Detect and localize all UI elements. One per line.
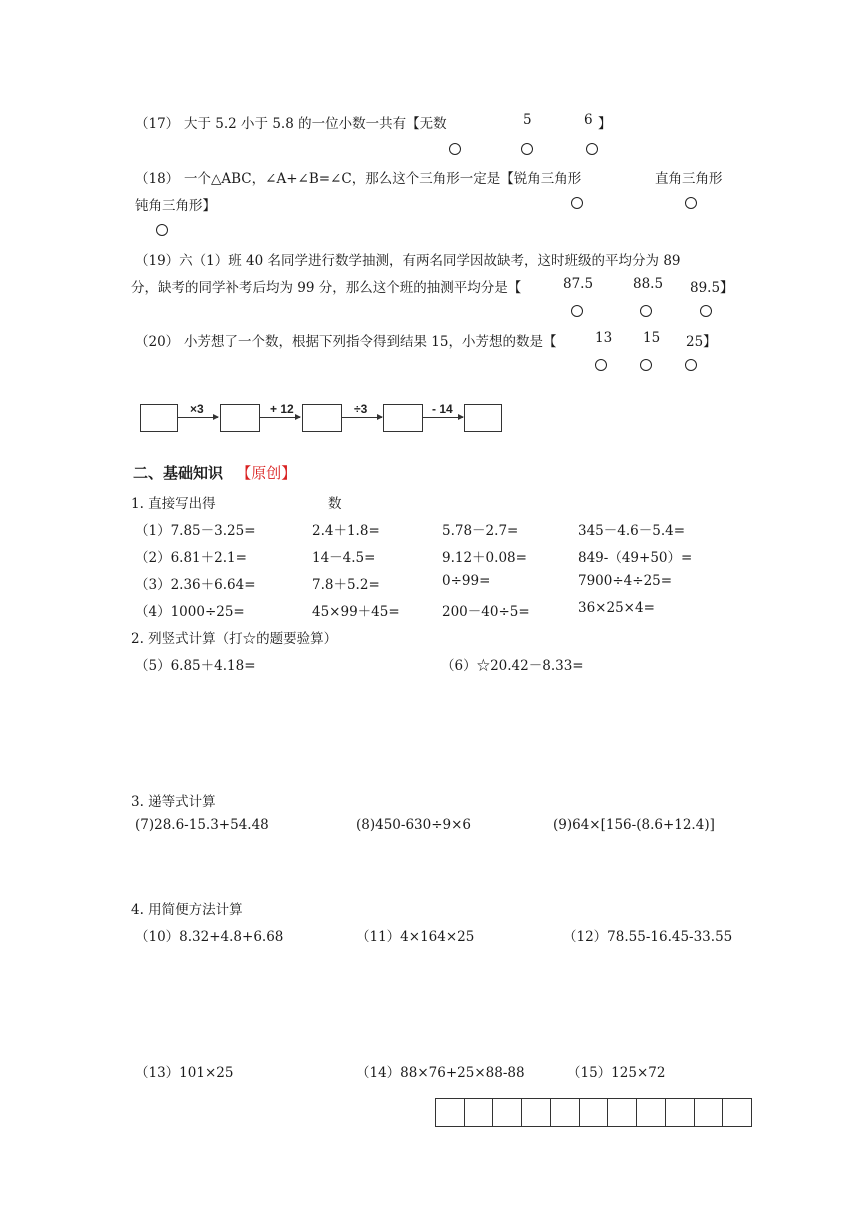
answer-cell[interactable]: [608, 1099, 637, 1126]
step-calc-8: (8)450-630÷9×6: [356, 817, 472, 833]
answer-cell[interactable]: [695, 1099, 724, 1126]
q18-option-2: 直角三角形: [655, 171, 723, 187]
flow-box-2[interactable]: [220, 404, 260, 432]
oral-1-a: （1）7.85－3.25=: [135, 523, 256, 539]
oral-4-a: （4）1000÷25=: [135, 604, 245, 620]
oral-4-c: 200－40÷5=: [442, 604, 530, 620]
answer-grid: [435, 1098, 752, 1127]
flow-op-2: + 12: [270, 402, 294, 416]
flow-arrow-4: [423, 417, 463, 418]
oral-3-c: 0÷99=: [442, 573, 491, 589]
flow-box-result[interactable]: [464, 404, 502, 432]
answer-cell[interactable]: [723, 1099, 751, 1126]
simple-calc-14: （14）88×76+25×88-88: [356, 1065, 525, 1081]
q19-option-1: 87.5: [563, 276, 594, 292]
answer-cell[interactable]: [637, 1099, 666, 1126]
q17-option-2: 5: [523, 112, 532, 128]
flow-box-start[interactable]: [140, 404, 178, 432]
oral-2-a: （2）6.81＋2.1=: [135, 550, 247, 566]
section-2-heading: [133, 462, 296, 483]
q19-choice-2-radio[interactable]: [640, 305, 652, 317]
flow-op-4: - 14: [432, 402, 453, 416]
flow-op-1: ×3: [190, 402, 204, 416]
oral-2-d: 849-（49+50）=: [578, 550, 693, 566]
flow-arrow-2: [260, 417, 300, 418]
part-1-title: 1. 直接写出得: [131, 496, 216, 512]
oral-1-b: 2.4＋1.8=: [312, 523, 380, 539]
oral-4-d: 36×25×4=: [578, 600, 655, 616]
vertical-calc-6: （6）☆20.42－8.33=: [441, 658, 584, 674]
oral-1-d: 345－4.6－5.4=: [578, 523, 686, 539]
section-2-tag: 【原创】: [236, 464, 297, 482]
oral-3-b: 7.8＋5.2=: [312, 577, 380, 593]
q17-option-3: 6: [584, 112, 593, 128]
q17-close: 】: [598, 116, 612, 132]
q20-choice-2-radio[interactable]: [640, 359, 652, 371]
part-4-title: 4. 用简便方法计算: [131, 902, 243, 918]
q18-choice-1-radio[interactable]: [571, 197, 583, 209]
oral-3-d: 7900÷4÷25=: [578, 573, 673, 589]
part-3-title: 3. 递等式计算: [131, 794, 216, 810]
q17-choice-3-radio[interactable]: [586, 143, 598, 155]
flow-op-3: ÷3: [354, 402, 368, 416]
flow-box-4[interactable]: [383, 404, 423, 432]
q18-number: （18）: [135, 171, 180, 187]
simple-calc-11: （11）4×164×25: [356, 929, 475, 945]
answer-cell[interactable]: [493, 1099, 522, 1126]
q19-line-2: 分，缺考的同学补考后均为 99 分，那么这个班的抽测平均分是【: [131, 280, 522, 296]
answer-cell[interactable]: [465, 1099, 494, 1126]
answer-cell[interactable]: [551, 1099, 580, 1126]
q20-text: 小芳想了一个数，根据下列指令得到结果 15，小芳想的数是【: [184, 334, 557, 350]
q19-option-2: 88.5: [633, 276, 664, 292]
q20-number: （20）: [135, 334, 180, 350]
oral-2-b: 14－4.5=: [312, 550, 376, 566]
simple-calc-10: （10）8.32+4.8+6.68: [135, 929, 284, 945]
q18-text: 一个△ABC，∠A+∠B=∠C，那么这个三角形一定是【锐角三角形: [184, 171, 582, 187]
flow-arrow-3: [342, 417, 382, 418]
section-2-title: 二、基础知识: [133, 464, 224, 482]
q19-option-3: 89.5】: [690, 280, 734, 296]
q19-choice-3-radio[interactable]: [700, 305, 712, 317]
q18-choice-2-radio[interactable]: [685, 197, 697, 209]
q20-choice-3-radio[interactable]: [685, 359, 697, 371]
flow-box-3[interactable]: [302, 404, 342, 432]
vertical-calc-5: （5）6.85＋4.18=: [135, 658, 256, 674]
q20-option-3: 25】: [686, 334, 717, 350]
oral-2-c: 9.12＋0.08=: [442, 550, 527, 566]
q20-option-2: 15: [643, 330, 661, 346]
oral-4-b: 45×99＋45=: [312, 604, 400, 620]
q17-choice-2-radio[interactable]: [521, 143, 533, 155]
q19-line-1: （19）六（1）班 40 名同学进行数学抽测，有两名同学因故缺考，这时班级的平均分为 89: [135, 253, 681, 269]
simple-calc-12: （12）78.55-16.45-33.55: [563, 929, 733, 945]
answer-cell[interactable]: [580, 1099, 609, 1126]
q18-option-3: 钝角三角形】: [135, 198, 216, 214]
q17-number: （17）: [135, 116, 180, 132]
q20-option-1: 13: [595, 330, 613, 346]
q18-choice-3-radio[interactable]: [156, 224, 168, 236]
part-1-title-end: 数: [328, 496, 342, 512]
answer-cell[interactable]: [666, 1099, 695, 1126]
answer-cell[interactable]: [522, 1099, 551, 1126]
oral-3-a: （3）2.36＋6.64=: [135, 577, 256, 593]
step-calc-9: (9)64×[156-(8.6+12.4)]: [553, 817, 715, 833]
simple-calc-13: （13）101×25: [135, 1065, 234, 1081]
q19-choice-1-radio[interactable]: [571, 305, 583, 317]
part-2-title: 2. 列竖式计算（打☆的题要验算）: [131, 631, 338, 647]
q20-choice-1-radio[interactable]: [595, 359, 607, 371]
q17-choice-1-radio[interactable]: [449, 143, 461, 155]
flow-arrow-1: [178, 417, 218, 418]
simple-calc-15: （15）125×72: [567, 1065, 666, 1081]
q17-text: 大于 5.2 小于 5.8 的一位小数一共有【无数: [184, 116, 447, 132]
step-calc-7: (7)28.6-15.3+54.48: [135, 817, 269, 833]
oral-1-c: 5.78－2.7=: [442, 523, 519, 539]
answer-cell[interactable]: [436, 1099, 465, 1126]
